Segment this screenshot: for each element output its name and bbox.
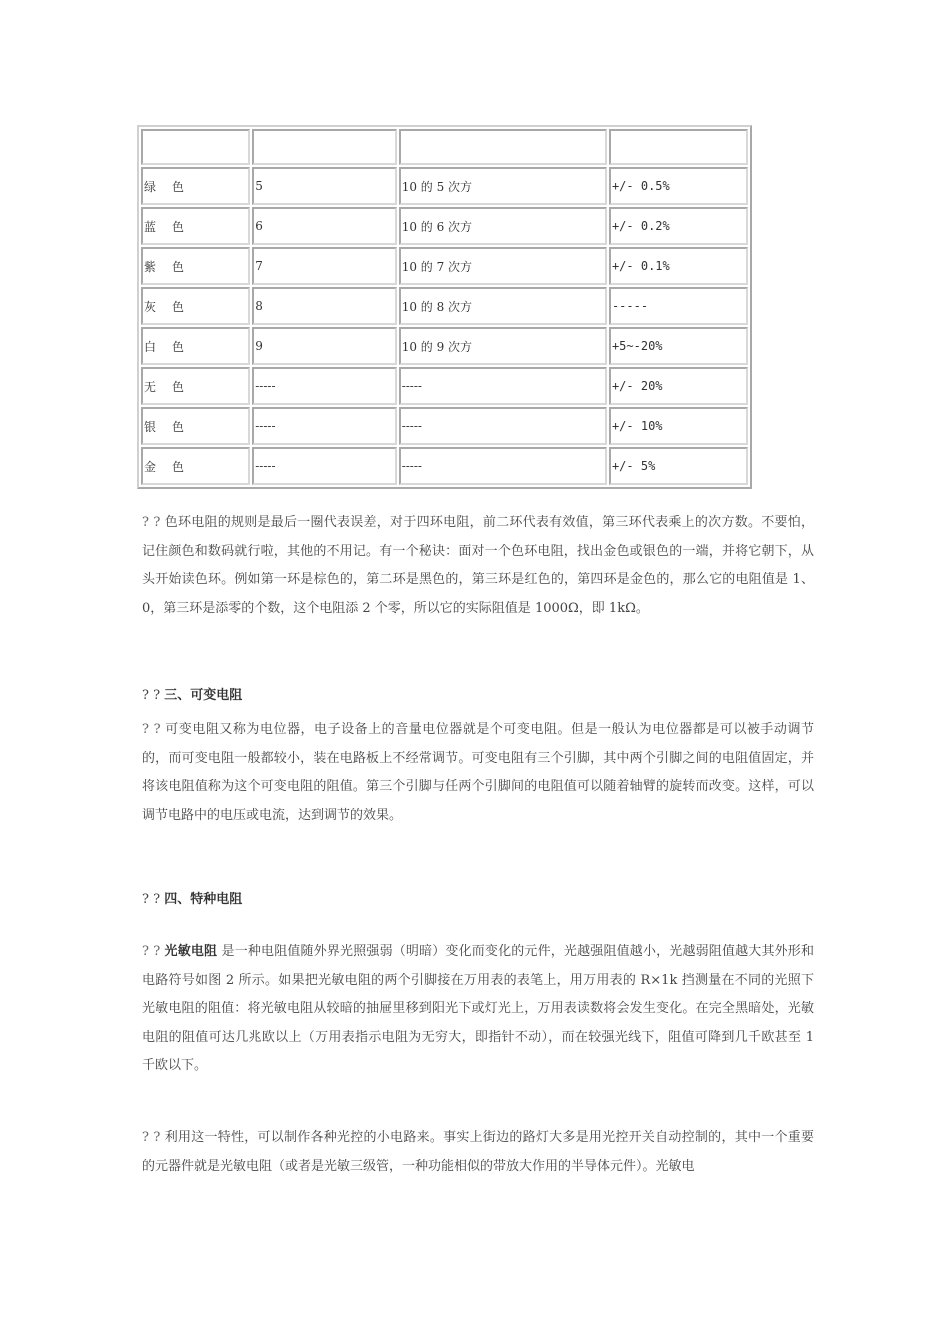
placeholder-marks: ? ? (142, 722, 166, 737)
placeholder-marks: ? ? (142, 944, 165, 959)
multiplier-cell: 10 的 5 次方 (399, 167, 607, 205)
tolerance-cell: ----- (609, 287, 748, 325)
heading-text: 四、特种电阻 (164, 892, 243, 907)
table-row (141, 287, 748, 325)
digit-cell: 8 (252, 287, 396, 325)
tolerance-cell: +/- 20% (609, 367, 748, 405)
header-cell (399, 129, 607, 165)
digit-cell: 6 (252, 207, 396, 245)
tolerance-cell: +/- 0.2% (609, 207, 748, 245)
digit-cell: ----- (252, 447, 396, 485)
digit-cell: ----- (252, 367, 396, 405)
tolerance-cell: +5~-20% (609, 327, 748, 365)
tolerance-cell: +/- 5% (609, 447, 748, 485)
paragraph-color-code-rules (142, 509, 814, 623)
multiplier-cell: ----- (399, 407, 607, 445)
table-row (141, 447, 748, 485)
tolerance-cell: +/- 0.1% (609, 247, 748, 285)
photoresistor-term: 光敏电阻 (164, 944, 218, 959)
paragraph-text: 可变电阻又称为电位器，电子设备上的音量电位器就是个可变电阻。但是一般认为电位器都是可以被手动调节的，而可变电阻一般都较小，装在电路板上不经常调节。可变电阻有三个引脚，其中两个引脚之间的电阻值固定，并将该电阻值称为这个可变电阻的阻值。第三个引脚与任两个引脚间的电阻值可以随着轴臂的旋转而改变。这样，可以调节电路中的电压或电流，达到调节的效果。 (142, 722, 814, 823)
paragraph-photoresistor (142, 938, 814, 1081)
color-cell: 银 色 (141, 407, 250, 445)
paragraph-text: 色环电阻的规则是最后一圈代表误差，对于四环电阻，前二环代表有效值，第三环代表乘上的次方数。不要怕，记住颜色和数码就行啦，其他的不用记。有一个秘诀：面对一个色环电阻，找出金色或银色的一端，并将它朝下，从头开始读色环。例如第一环是棕色的，第二环是黑色的，第三环是红色的，第四环是金色的，那么它的电阻值是 1、0，第三环是添零的个数，这个电阻添 2 个零，所以它的实际阻值是 1000Ω，即 1kΩ。 (142, 515, 814, 616)
placeholder-marks: ? ? (142, 1130, 165, 1145)
section-heading-special-resistor (142, 888, 242, 907)
multiplier-cell: 10 的 8 次方 (399, 287, 607, 325)
header-cell (252, 129, 396, 165)
color-cell: 灰 色 (141, 287, 250, 325)
paragraph-variable-resistor (142, 716, 814, 830)
color-cell: 无 色 (141, 367, 250, 405)
placeholder-marks: ? ? (142, 515, 165, 530)
color-cell: 绿 色 (141, 167, 250, 205)
color-cell: 蓝 色 (141, 207, 250, 245)
table-row (141, 407, 748, 445)
multiplier-cell: 10 的 7 次方 (399, 247, 607, 285)
tolerance-cell: +/- 0.5% (609, 167, 748, 205)
paragraph-light-control (142, 1124, 814, 1181)
paragraph-text: 是一种电阻值随外界光照强弱（明暗）变化而变化的元件，光越强阻值越小，光越弱阻值越大其外形和电路符号如图 2 所示。如果把光敏电阻的两个引脚接在万用表的表笔上，用万用表的 R×1k 挡测量在不同的光照下光敏电阻的阻值：将光敏电阻从较暗的抽屉里移到阳光下或灯光上，万用表读数将会发生变化。在完全黑暗处，光敏电阻的阻值可达几兆欧以上（万用表指示电阻为无穷大，即指针不动），而在较强光线下，阻值可降到几千欧甚至 1 千欧以下。 (142, 944, 814, 1073)
tolerance-cell: +/- 10% (609, 407, 748, 445)
digit-cell: 9 (252, 327, 396, 365)
table-row (141, 247, 748, 285)
table-row (141, 327, 748, 365)
color-cell: 金 色 (141, 447, 250, 485)
table-row (141, 367, 748, 405)
placeholder-marks: ? ? (142, 688, 165, 703)
header-cell (609, 129, 748, 165)
digit-cell: 5 (252, 167, 396, 205)
section-heading-variable-resistor (142, 684, 242, 703)
table-header-row (141, 129, 748, 165)
multiplier-cell: ----- (399, 367, 607, 405)
multiplier-cell: 10 的 6 次方 (399, 207, 607, 245)
digit-cell: ----- (252, 407, 396, 445)
table-row (141, 207, 748, 245)
color-cell: 紫 色 (141, 247, 250, 285)
multiplier-cell: 10 的 9 次方 (399, 327, 607, 365)
digit-cell: 7 (252, 247, 396, 285)
color-cell: 白 色 (141, 327, 250, 365)
heading-text: 三、可变电阻 (164, 688, 243, 703)
multiplier-cell: ----- (399, 447, 607, 485)
table-row (141, 167, 748, 205)
placeholder-marks: ? ? (142, 892, 165, 907)
header-cell (141, 129, 250, 165)
paragraph-text: 利用这一特性，可以制作各种光控的小电路来。事实上街边的路灯大多是用光控开关自动控制的，其中一个重要的元器件就是光敏电阻（或者是光敏三级管，一种功能相似的带放大作用的半导体元件）。光敏电 (142, 1130, 814, 1174)
resistor-color-code-table (137, 125, 752, 489)
